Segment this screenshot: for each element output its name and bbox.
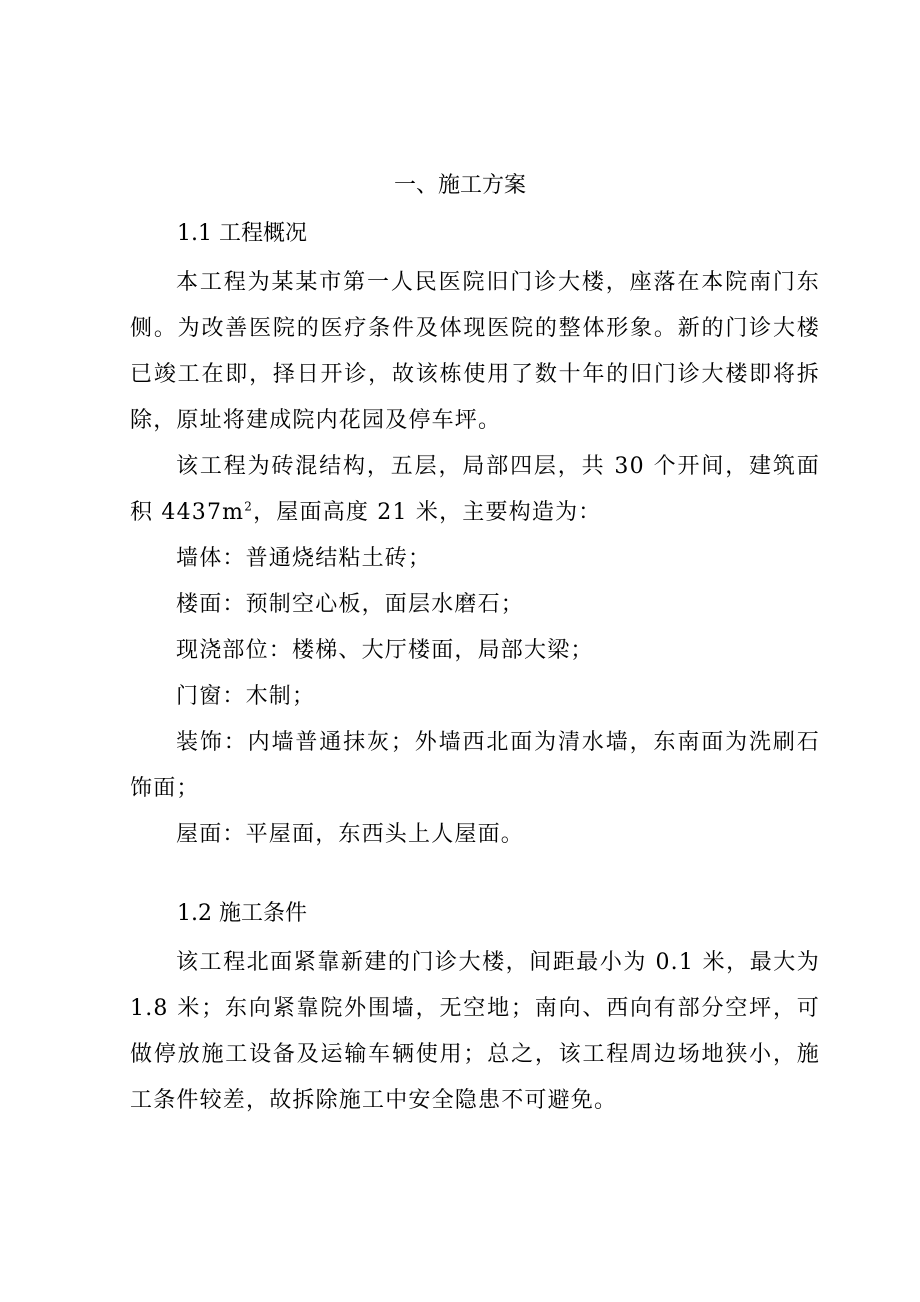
section-heading-conditions: 1.2 施工条件 [177, 901, 307, 926]
area-unit-superscript: 2 [244, 499, 254, 514]
conditions-paragraph: 该工程北面紧靠新建的门诊大楼，间距最小为 0.1 米，最大为 1.8 米；东向紧靠院外围墙，无空地；南向、西向有部分空坪，可做停放施工设备及运输车辆使用；总之，该工程周边场地狭小，施工条件较差，故拆除施工中安全隐患不可避免。 [130, 950, 820, 1113]
document-title: 一、施工方案 [393, 173, 526, 198]
construction-item-cast: 现浇部位：楼梯、大厅楼面，局部大梁； [176, 638, 594, 663]
overview-paragraph: 本工程为某某市第一人民医院旧门诊大楼，座落在本院南门东侧。为改善医院的医疗条件及体现医院的整体形象。新的门诊大楼已竣工在即，择日开诊，故该栋使用了数十年的旧门诊大楼即将拆除，原址将建成院内花园及停车坪。 [130, 270, 820, 433]
structure-paragraph [130, 444, 820, 536]
construction-item-floor: 楼面：预制空心板，面层水磨石； [176, 592, 525, 617]
section-heading-overview: 1.1 工程概况 [177, 221, 307, 246]
construction-item-roof: 屋面：平屋面，东西头上人屋面。 [176, 822, 525, 847]
construction-item-wall: 墙体：普通烧结粘土砖； [176, 546, 432, 571]
structure-text-end: ，屋面高度 21 米，主要构造为： [253, 500, 602, 525]
construction-item-decoration: 装饰：内墙普通抹灰；外墙西北面为清水墙，东南面为洗刷石饰面； [130, 730, 820, 801]
construction-item-doors: 门窗：木制； [176, 684, 316, 709]
structure-text-start: 该工程为砖混结构，五层，局部四层，共 30 个开间，建筑面积 4437m [130, 454, 820, 525]
